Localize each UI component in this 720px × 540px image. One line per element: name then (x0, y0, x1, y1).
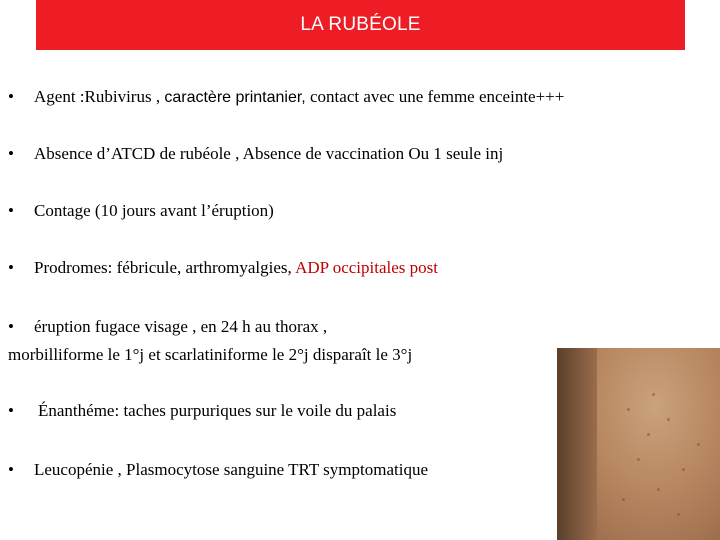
bullet-agent (8, 87, 564, 108)
bullet-atcd-text: Absence d’ATCD de rubéole , Absence de vaccination Ou 1 seule inj (34, 144, 504, 163)
bullet-atcd (8, 144, 503, 164)
bullet-leucopenie (8, 460, 428, 480)
bullet-contage (8, 201, 274, 221)
bullet-dot: • (8, 401, 14, 420)
bullet-dot: • (8, 201, 14, 220)
photo-shadow (557, 348, 597, 540)
bullet-eruption-line2: morbilliforme le 1°j et scarlatiniforme le 2°j disparaît le 3°j (8, 345, 413, 364)
bullet-prodromes (8, 258, 438, 278)
bullet-agent-text-a: Agent :Rubivirus , (34, 87, 161, 106)
bullet-eruption-line1: éruption fugace visage , en 24 h au thorax , (34, 317, 328, 336)
bullet-leucopenie-text: Leucopénie , Plasmocytose sanguine TRT symptomatique (34, 460, 429, 479)
bullet-enantheme (8, 401, 396, 421)
bullet-contage-text: Contage (10 jours avant l’éruption) (34, 201, 274, 220)
bullet-dot: • (8, 317, 14, 336)
bullet-prodromes-text-a: Prodromes: fébricule, arthromyalgies, (34, 258, 292, 277)
bullet-dot: • (8, 144, 14, 163)
bullet-dot: • (8, 87, 14, 106)
title-bar (36, 0, 685, 50)
bullet-enantheme-text: Énanthéme: taches purpuriques sur le voile du palais (38, 401, 397, 420)
bullet-eruption (8, 317, 327, 337)
bullet-prodromes-text-red: ADP occipitales post (295, 258, 438, 277)
rash-photo (557, 348, 720, 540)
bullet-agent-text-b: caractère printanier, (164, 89, 306, 106)
slide-title: LA RUBÉOLE (300, 14, 421, 35)
bullet-dot: • (8, 460, 14, 479)
bullet-dot: • (8, 258, 14, 277)
bullet-agent-text-c: contact avec une femme enceinte+++ (310, 87, 565, 106)
